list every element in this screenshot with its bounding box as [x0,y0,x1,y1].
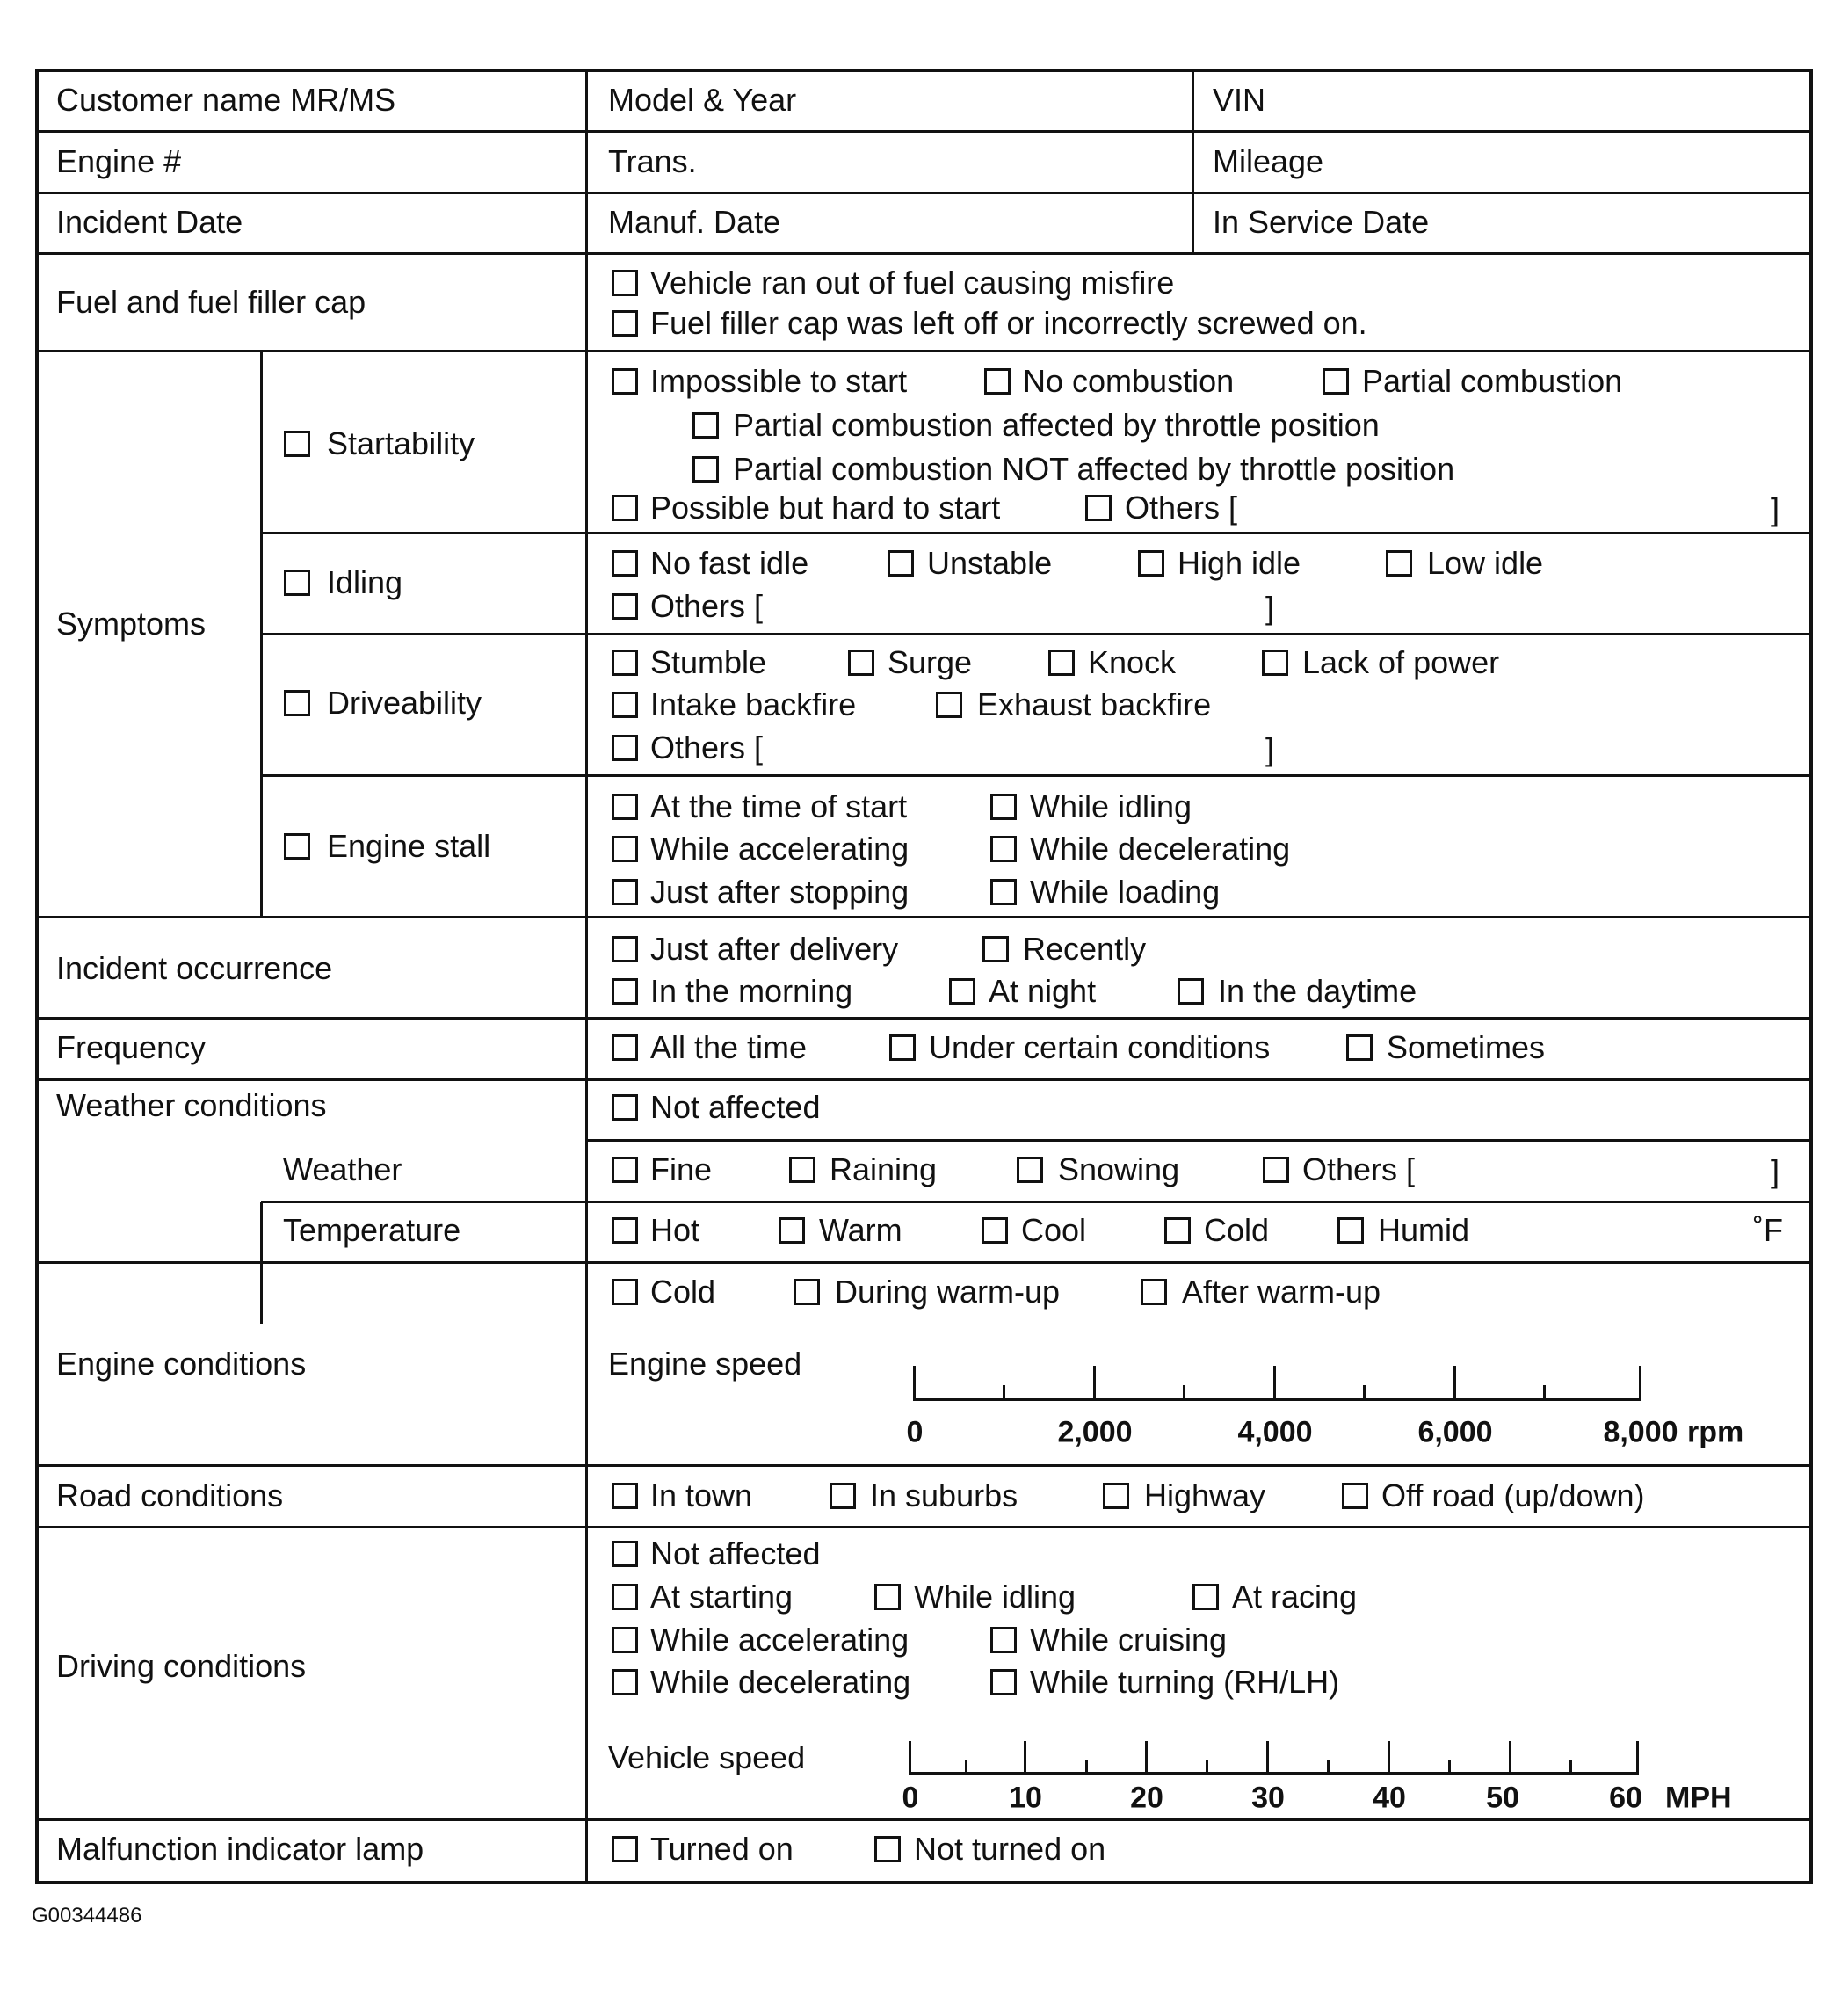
checkbox-label: Not affected [650,1089,821,1125]
scale-label: 20 [1130,1781,1163,1815]
driveability-label: Driveability [327,685,482,721]
checkbox[interactable] [612,1627,638,1653]
model-year-label: Model & Year [608,82,797,118]
checkbox-label: Just after delivery [650,931,899,967]
weather-conditions-label: Weather conditions [56,1087,327,1123]
checkbox-label: In suburbs [870,1477,1018,1513]
checkbox[interactable] [990,1627,1017,1653]
checkbox-label: Vehicle ran out of fuel causing misfire [650,265,1175,301]
checkbox[interactable] [982,936,1009,962]
checkbox-label: Exhaust backfire [977,686,1212,722]
checkbox[interactable] [1164,1217,1191,1244]
vin-label: VIN [1213,82,1266,118]
engine-stall-label: Engine stall [327,828,491,864]
checkbox[interactable] [1085,495,1112,521]
scale-label: 50 [1486,1781,1519,1815]
scale-minor-tick [965,1760,967,1775]
figure-code: G00344486 [32,1904,142,1927]
bracket-close: ] [1265,731,1275,767]
scale-label: 4,000 [1237,1415,1313,1449]
row-divider [35,916,1813,918]
frequency-label: Frequency [56,1029,207,1065]
checkbox[interactable] [1346,1034,1373,1061]
checkbox[interactable] [284,570,310,596]
scale-baseline [914,1398,1641,1401]
checkbox-label: Low idle [1427,545,1544,581]
checkbox[interactable] [612,495,638,521]
scale-label: 8,000 [1603,1415,1678,1449]
scale-minor-tick [1183,1385,1185,1401]
row-divider [35,130,1813,133]
checkbox[interactable] [1192,1584,1219,1610]
checkbox[interactable] [1048,650,1075,676]
scale-label: 40 [1373,1781,1406,1815]
checkbox-label: Snowing [1058,1151,1180,1187]
customer-name-label: Customer name MR/MS [56,82,396,118]
checkbox[interactable] [612,368,638,395]
checkbox[interactable] [612,1669,638,1695]
checkbox-label: High idle [1178,545,1301,581]
scale-minor-tick [1327,1760,1330,1775]
divider-header-col-2 [1192,69,1194,255]
diagnostic-questionnaire-form [35,69,1813,1884]
row-divider [35,1078,1813,1081]
temperature-label: Temperature [283,1212,461,1248]
checkbox-label: During warm-up [835,1274,1061,1310]
row-divider [35,1818,1813,1821]
scale-minor-tick [1363,1385,1366,1401]
checkbox-label: Possible but hard to start [650,490,1001,526]
scale-label: 30 [1251,1781,1285,1815]
checkbox-label: Sometimes [1387,1029,1546,1065]
checkbox[interactable] [612,270,638,296]
checkbox[interactable] [612,310,638,337]
row-divider [586,1139,1813,1142]
checkbox[interactable] [874,1584,901,1610]
checkbox[interactable] [779,1217,805,1244]
in-service-date-label: In Service Date [1213,204,1430,240]
outer-border-right [1809,69,1813,1884]
row-divider [35,1017,1813,1020]
incident-date-label: Incident Date [56,204,243,240]
scale-major-tick [1388,1741,1390,1775]
bracket-close: ] [1265,590,1275,626]
checkbox[interactable] [612,1034,638,1061]
checkbox[interactable] [612,794,638,820]
weather-label: Weather [283,1151,402,1187]
engine-speed-label: Engine speed [608,1346,802,1382]
checkbox-label: Surge [888,644,973,680]
checkbox[interactable] [612,692,638,718]
scale-major-tick [1509,1741,1511,1775]
checkbox[interactable] [612,593,638,620]
outer-border-top [35,69,1813,72]
checkbox[interactable] [830,1483,856,1509]
checkbox[interactable] [612,879,638,905]
checkbox[interactable] [612,1279,638,1305]
row-divider [35,1526,1813,1528]
checkbox-label: At racing [1232,1579,1358,1615]
driving-conditions-label: Driving conditions [56,1648,307,1684]
checkbox[interactable] [612,1584,638,1610]
checkbox[interactable] [612,1483,638,1509]
manuf-date-label: Manuf. Date [608,204,781,240]
checkbox[interactable] [874,1836,901,1862]
checkbox[interactable] [990,794,1017,820]
scale-major-tick [1453,1366,1456,1401]
checkbox-label: In town [650,1477,753,1513]
checkbox[interactable] [888,550,914,577]
checkbox[interactable] [1017,1157,1043,1183]
mil-label: Malfunction indicator lamp [56,1831,424,1867]
checkbox-label: Partial combustion [1362,363,1623,399]
checkbox-label: While turning (RH/LH) [1030,1664,1340,1700]
checkbox-label: Under certain conditions [929,1029,1271,1065]
checkbox-label: At starting [650,1579,794,1615]
scale-major-tick [909,1741,911,1775]
scale-label: 2,000 [1057,1415,1133,1449]
checkbox-label: Unstable [927,545,1053,581]
scale-minor-tick [1206,1760,1208,1775]
checkbox-label: While idling [914,1579,1076,1615]
checkbox-label: Intake backfire [650,686,857,722]
scale-major-tick [1093,1366,1096,1401]
checkbox-label: Cold [1204,1212,1270,1248]
scale-label: 60 [1609,1781,1642,1815]
bracket-close: ] [1771,1153,1780,1189]
scale-major-tick [913,1366,916,1401]
checkbox[interactable] [949,978,975,1005]
scale-major-tick [1636,1741,1639,1775]
scale-major-tick [1273,1366,1276,1401]
checkbox[interactable] [990,1669,1017,1695]
row-divider [35,252,1813,255]
checkbox-label: No fast idle [650,545,809,581]
scale-label: 0 [906,1415,924,1449]
scale-major-tick [1145,1741,1148,1775]
row-divider [261,633,1813,635]
checkbox-label: In the daytime [1218,973,1417,1009]
checkbox[interactable] [1141,1279,1167,1305]
scale-minor-tick [1448,1760,1451,1775]
checkbox[interactable] [848,650,874,676]
checkbox[interactable] [794,1279,820,1305]
checkbox-label: Cold [650,1274,716,1310]
checkbox-label: Not turned on [914,1831,1106,1867]
checkbox[interactable] [936,692,962,718]
checkbox-label: Knock [1088,644,1177,680]
temperature-unit: ˚F [1753,1212,1783,1248]
checkbox[interactable] [990,836,1017,862]
scale-major-tick [1024,1741,1026,1775]
scale-major-tick [1266,1741,1269,1775]
others-label: Others [ [650,729,764,766]
checkbox[interactable] [1323,368,1349,395]
checkbox[interactable] [1138,550,1164,577]
checkbox[interactable] [984,368,1011,395]
scale-minor-tick [1543,1385,1546,1401]
others-label: Others [ [1125,490,1238,526]
checkbox-label: Highway [1144,1477,1266,1513]
row-divider [261,1201,1813,1203]
checkbox-label: Cool [1021,1212,1087,1248]
startability-label: Startability [327,425,475,461]
checkbox-label: Recently [1023,931,1147,967]
checkbox-label: Hot [650,1212,700,1248]
fuel-section-label: Fuel and fuel filler cap [56,284,366,320]
incident-occurrence-label: Incident occurrence [56,950,333,986]
checkbox-label: Partial combustion NOT affected by throttle position [733,451,1455,487]
bracket-close: ] [1771,491,1780,527]
checkbox[interactable] [612,650,638,676]
checkbox[interactable] [692,412,719,439]
checkbox-label: After warm-up [1182,1274,1381,1310]
checkbox-label: Just after stopping [650,874,910,910]
checkbox[interactable] [1262,650,1288,676]
mileage-label: Mileage [1213,143,1324,179]
checkbox[interactable] [612,1836,638,1862]
checkbox[interactable] [692,456,719,483]
checkbox[interactable] [612,936,638,962]
others-label: Others [ [650,588,764,624]
checkbox-label: All the time [650,1029,808,1065]
checkbox[interactable] [789,1157,815,1183]
checkbox[interactable] [990,879,1017,905]
checkbox-label: While accelerating [650,831,910,867]
checkbox[interactable] [612,978,638,1005]
trans-label: Trans. [608,143,697,179]
checkbox-label: While cruising [1030,1622,1228,1658]
checkbox[interactable] [1386,550,1412,577]
checkbox[interactable] [612,836,638,862]
checkbox[interactable] [612,1217,638,1244]
vehicle-speed-label: Vehicle speed [608,1739,806,1775]
checkbox[interactable] [284,690,310,716]
checkbox[interactable] [284,431,310,457]
checkbox-label: At the time of start [650,788,908,824]
checkbox-label: At night [989,973,1097,1009]
scale-minor-tick [1569,1760,1572,1775]
checkbox[interactable] [284,833,310,860]
checkbox[interactable] [1263,1157,1289,1183]
checkbox-label: Off road (up/down) [1381,1477,1645,1513]
symptoms-section-label: Symptoms [56,606,207,642]
scale-unit: MPH [1665,1781,1732,1815]
checkbox-label: While idling [1030,788,1192,824]
checkbox-label: Raining [830,1151,938,1187]
checkbox[interactable] [889,1034,916,1061]
checkbox[interactable] [1337,1217,1364,1244]
divider-label-column [585,69,588,1884]
scale-label: 6,000 [1417,1415,1493,1449]
checkbox-label: Partial combustion affected by throttle position [733,407,1380,443]
checkbox-label: Humid [1378,1212,1470,1248]
checkbox-label: Warm [819,1212,902,1248]
scale-minor-tick [1085,1760,1088,1775]
checkbox-label: In the morning [650,973,853,1009]
row-divider [261,774,1813,777]
road-conditions-label: Road conditions [56,1477,284,1513]
others-label: Others [ [1302,1151,1416,1187]
checkbox-label: Not affected [650,1535,821,1571]
checkbox[interactable] [1342,1483,1368,1509]
scale-unit: rpm [1687,1415,1744,1449]
row-divider [35,350,1813,352]
checkbox[interactable] [1178,978,1204,1005]
checkbox-label: Turned on [650,1831,794,1867]
row-divider [35,192,1813,194]
checkbox-label: Fine [650,1151,713,1187]
scale-major-tick [1639,1366,1641,1401]
checkbox-label: No combustion [1023,363,1235,399]
row-divider [261,532,1813,534]
checkbox-label: While accelerating [650,1622,910,1658]
row-divider [35,1261,1813,1264]
outer-border-bottom [35,1881,1813,1884]
checkbox[interactable] [612,550,638,577]
checkbox-label: Lack of power [1302,644,1500,680]
checkbox-label: Stumble [650,644,767,680]
checkbox-label: Impossible to start [650,363,908,399]
checkbox[interactable] [612,1157,638,1183]
engine-number-label: Engine # [56,143,182,179]
scale-label: 0 [902,1781,919,1815]
checkbox[interactable] [1103,1483,1129,1509]
checkbox-label: While loading [1030,874,1221,910]
checkbox-label: Fuel filler cap was left off or incorrectly screwed on. [650,305,1367,341]
scale-label: 10 [1009,1781,1042,1815]
checkbox[interactable] [612,735,638,761]
row-divider [35,1464,1813,1467]
outer-border-left [35,69,39,1884]
idling-label: Idling [327,564,403,600]
checkbox-label: While decelerating [1030,831,1291,867]
checkbox[interactable] [982,1217,1008,1244]
checkbox[interactable] [612,1094,638,1121]
checkbox[interactable] [612,1541,638,1567]
engine-conditions-label: Engine conditions [56,1346,307,1382]
checkbox-label: While decelerating [650,1664,911,1700]
scale-baseline [910,1772,1639,1775]
scale-minor-tick [1003,1385,1005,1401]
